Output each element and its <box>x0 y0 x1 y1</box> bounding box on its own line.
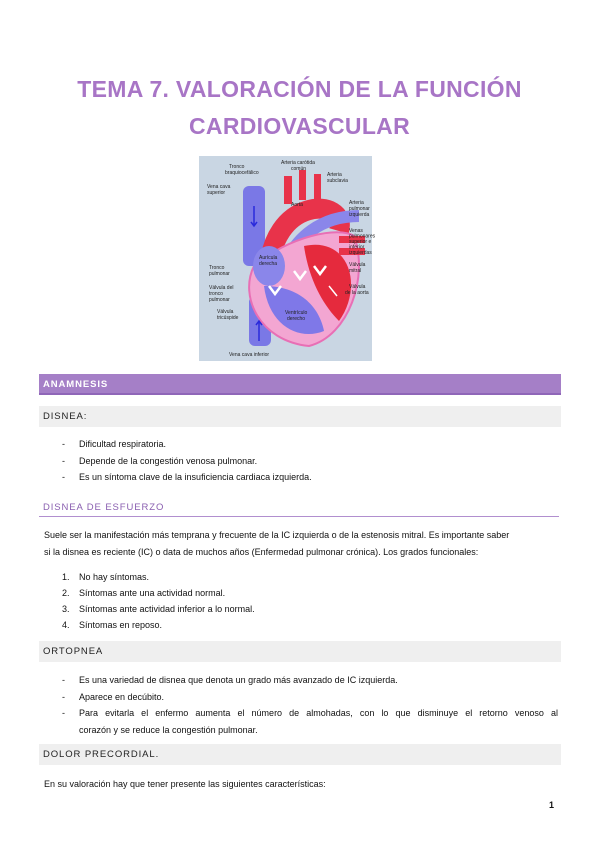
label-vena-cava-superior: Vena cava superior <box>207 184 231 196</box>
label-aorta: Aorta <box>291 202 303 208</box>
section-heading-disnea: DISNEA: <box>39 406 561 427</box>
list-item: - Es un síntoma clave de la insuficiencia cardiaca izquierda. <box>62 472 312 482</box>
ortopnea-bullet-list <box>62 672 558 738</box>
label-valvula-aorta: Válvula de la aorta <box>345 284 369 296</box>
label-valvula-tronco-pulmonar: Válvula del tronco pulmonar <box>209 285 234 303</box>
heart-diagram <box>199 156 376 361</box>
heart-anatomy-figure <box>199 156 376 361</box>
section-heading-disnea-esfuerzo: DISNEA DE ESFUERZO <box>39 499 559 517</box>
list-item: - Dificultad respiratoria. <box>62 439 167 449</box>
label-arteria-pulmonar: Arteria pulmonar izquierda <box>349 200 370 218</box>
document-title-line-1: TEMA 7. VALORACIÓN DE LA FUNCIÓN <box>77 76 522 102</box>
list-item: 4. Síntomas en reposo. <box>62 620 163 630</box>
paragraph-line: Suele ser la manifestación más temprana y frecuente de la IC izquierda o de la estenosis mitral. Es importante saber <box>44 530 510 540</box>
label-auricula-derecha: Aurícula derecha <box>259 255 278 267</box>
disnea-esfuerzo-paragraph <box>44 527 558 561</box>
list-item: 3. Síntomas ante actividad inferior a lo normal. <box>62 604 255 614</box>
section-heading-ortopnea: ORTOPNEA <box>39 641 561 662</box>
section-banner-anamnesis: ANAMNESIS <box>39 374 561 395</box>
paragraph-line: si la disnea es reciente (IC) o data de muchos años (Enfermedad pulmonar crónica). Los grados funcionales: <box>44 547 479 557</box>
carotida-shape <box>299 170 306 200</box>
subclavia-shape <box>314 174 321 202</box>
list-item: 2. Síntomas ante una actividad normal. <box>62 588 226 598</box>
disnea-bullet-list <box>62 436 312 486</box>
section-heading-dolor-precordial: DOLOR PRECORDIAL. <box>39 744 561 765</box>
list-item: - Para evitarla el enfermo aumenta el número de almohadas, con lo que disminuye el retorno venoso al <box>62 708 558 718</box>
list-item: - Depende de la congestión venosa pulmonar. <box>62 455 258 466</box>
label-arteria-subclavia: Arteria subclavia <box>327 172 348 184</box>
label-arteria-carotida: Arteria carótida común <box>281 160 315 172</box>
document-title-line-2: CARDIOVASCULAR <box>189 113 410 139</box>
list-item: 1. No hay síntomas. <box>62 572 150 582</box>
label-tronco-braquiocefalico: Tronco braquiocefálico <box>225 164 259 176</box>
list-item: - Es una variedad de disnea que denota un grado más avanzado de IC izquierda. <box>62 675 398 685</box>
page-number: 1 <box>549 800 555 810</box>
dolor-paragraph: En su valoración hay que tener presente las siguientes características: <box>44 779 326 789</box>
functional-grades-list <box>62 569 255 633</box>
label-ventriculo-derecho: Ventrículo derecho <box>285 310 308 322</box>
label-valvula-tricuspide: Válvula tricúspide <box>217 309 239 321</box>
tronco-braquiocefalico-shape <box>284 176 292 204</box>
label-tronco-pulmonar: Tronco pulmonar <box>209 265 230 277</box>
label-valvula-mitral: Válvula mitral <box>349 262 366 274</box>
label-vena-cava-inferior: Vena cava inferior <box>229 352 270 358</box>
list-item: corazón y se reduce la congestión pulmonar. <box>79 724 258 735</box>
label-venas-pulmonares: Venas pulmonares superior e inferior izquierdas <box>349 228 376 256</box>
list-item: - Aparece en decúbito. <box>62 691 165 702</box>
